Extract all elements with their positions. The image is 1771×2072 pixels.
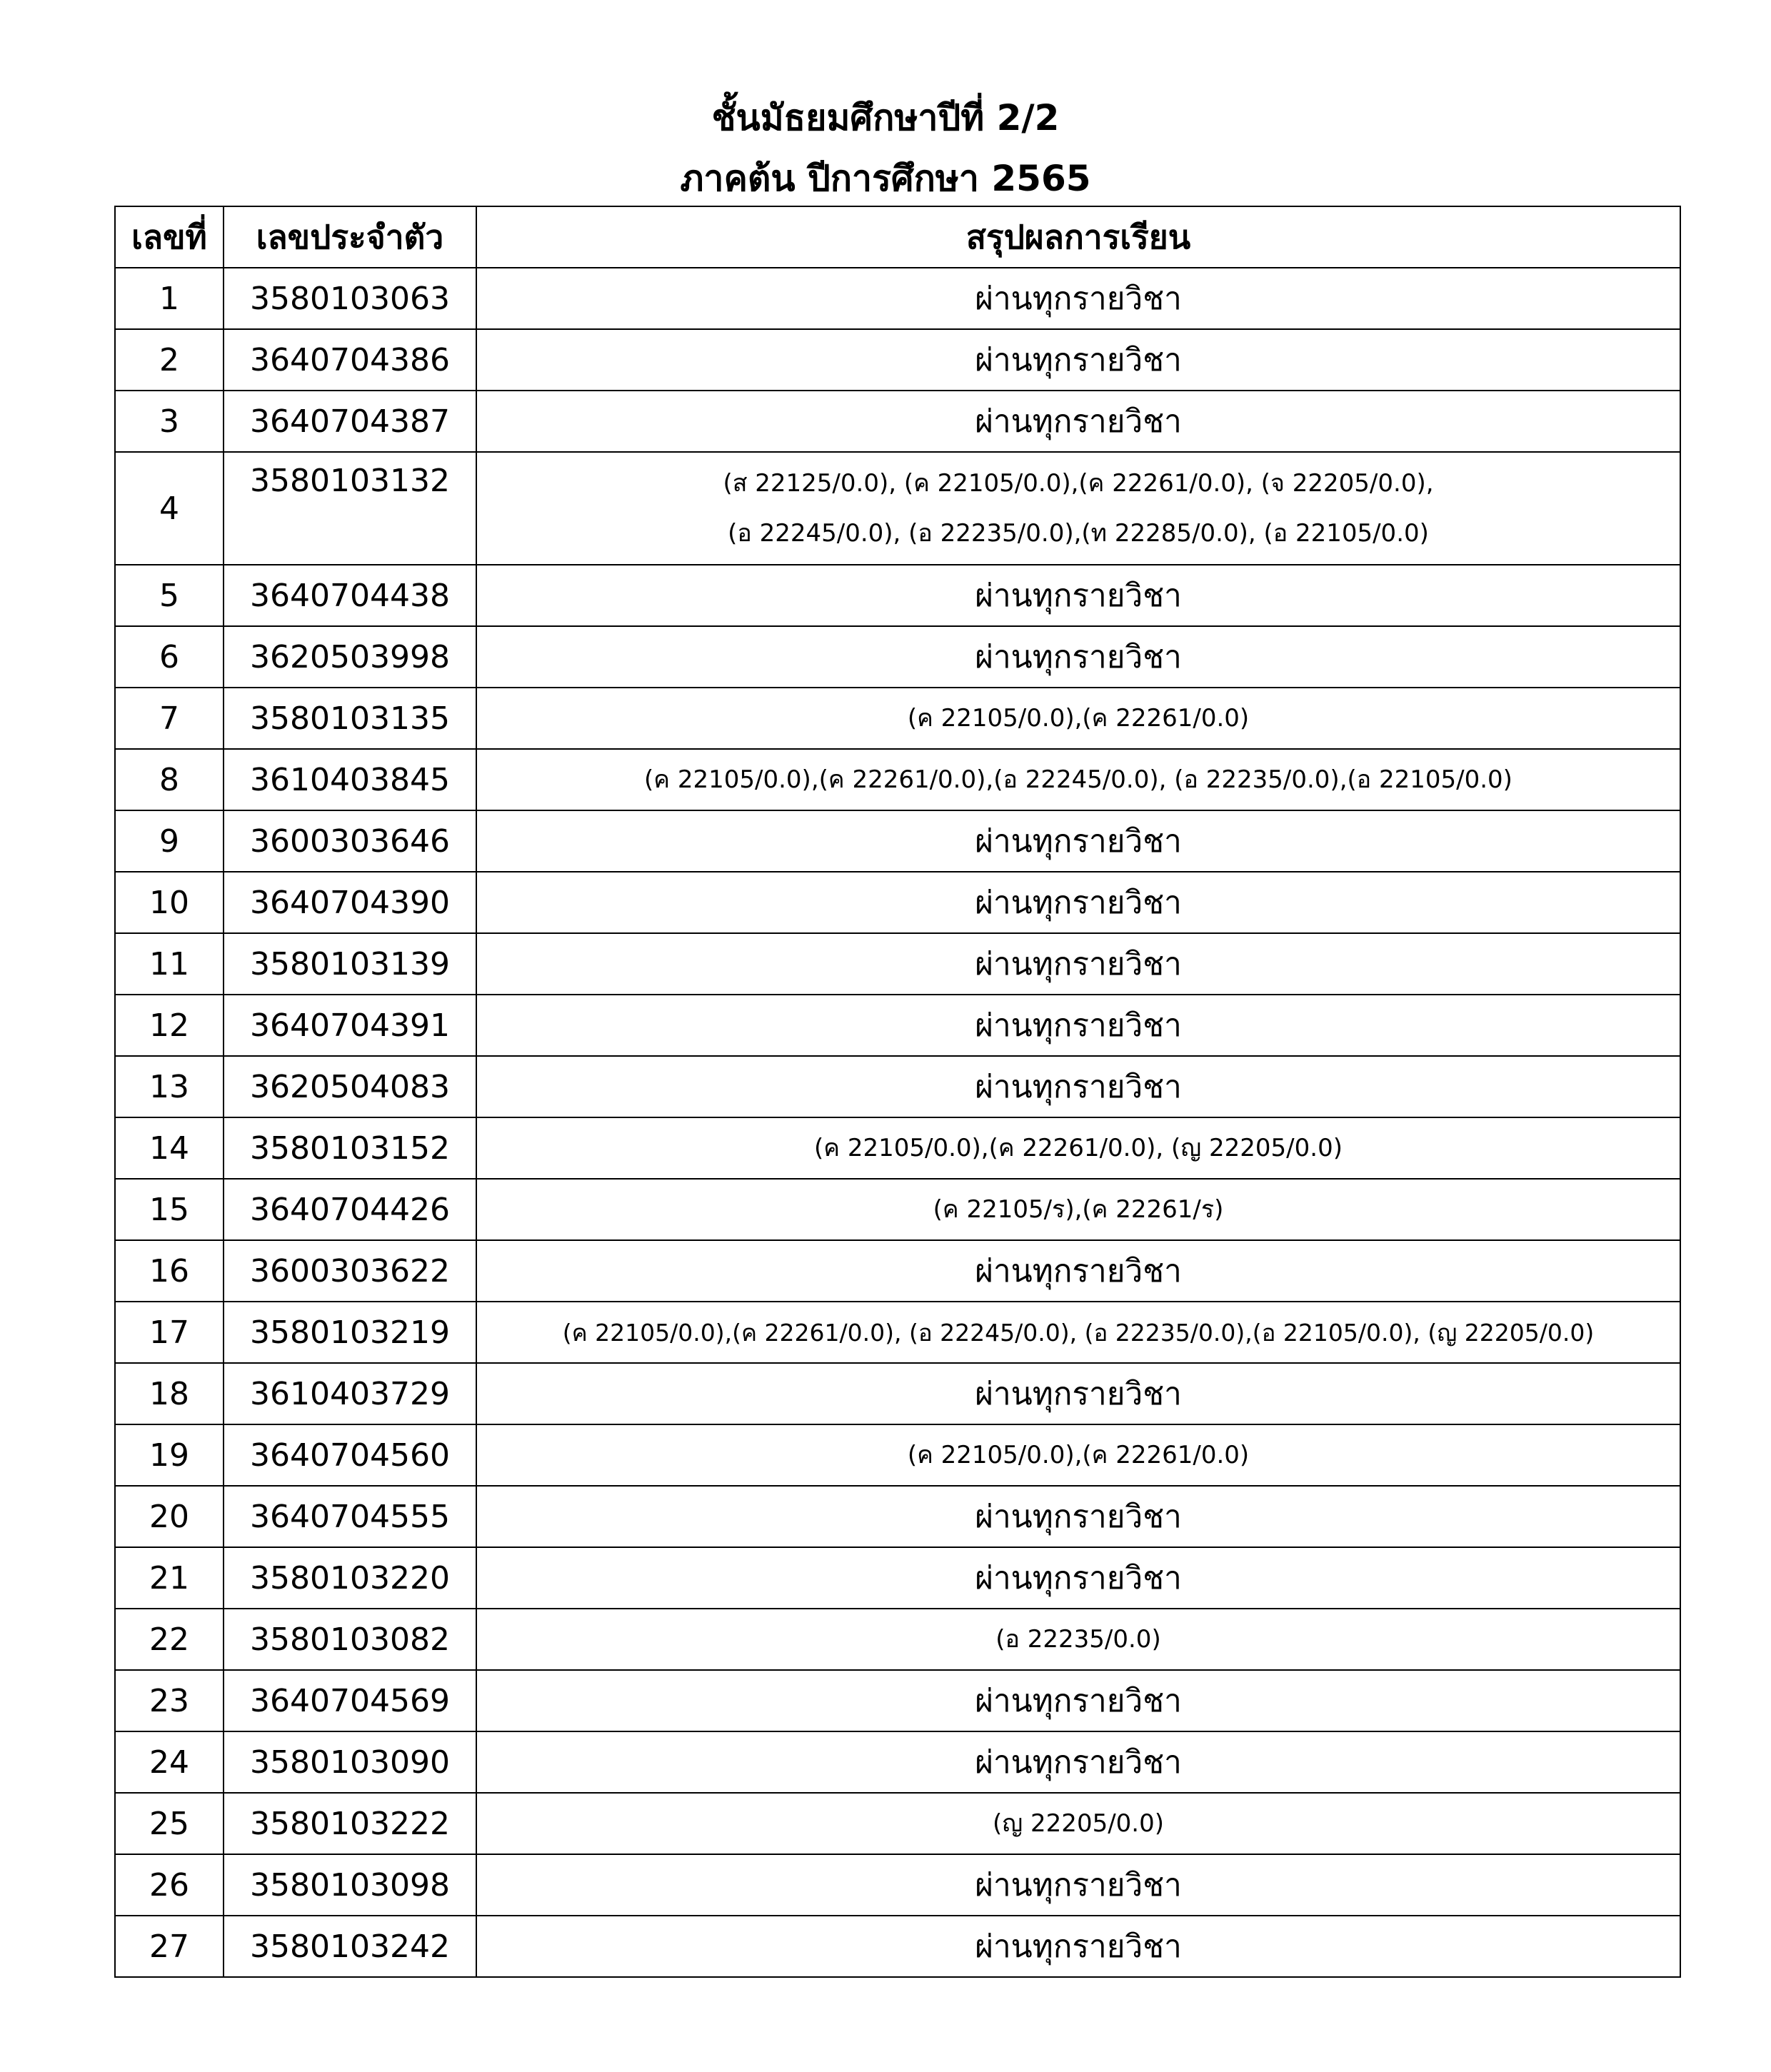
result-summary: ผ่านทุกรายวิชา [476, 1731, 1680, 1793]
row-number: 9 [115, 810, 224, 872]
result-summary: ผ่านทุกรายวิชา [476, 1854, 1680, 1916]
table-row [115, 1363, 1680, 1424]
row-number: 17 [115, 1302, 224, 1363]
row-number: 3 [115, 391, 224, 452]
row-number: 6 [115, 626, 224, 688]
header-number: เลขที่ [115, 206, 224, 268]
row-number: 23 [115, 1670, 224, 1731]
student-id: 3620504083 [224, 1056, 476, 1117]
student-id: 3610403845 [224, 749, 476, 810]
row-number: 10 [115, 872, 224, 933]
result-summary: (ค 22105/0.0),(ค 22261/0.0), (ญ 22205/0.0) [476, 1117, 1680, 1179]
row-number: 25 [115, 1793, 224, 1854]
student-id: 3620503998 [224, 626, 476, 688]
student-id: 3640704426 [224, 1179, 476, 1240]
row-number: 19 [115, 1424, 224, 1486]
table-row [115, 1117, 1680, 1179]
row-number: 13 [115, 1056, 224, 1117]
student-id: 3580103152 [224, 1117, 476, 1179]
table-row [115, 329, 1680, 391]
result-summary: ผ่านทุกรายวิชา [476, 1240, 1680, 1302]
student-id: 3580103090 [224, 1731, 476, 1793]
result-summary: ผ่านทุกรายวิชา [476, 626, 1680, 688]
row-number: 8 [115, 749, 224, 810]
table-row [115, 1609, 1680, 1670]
result-summary: ผ่านทุกรายวิชา [476, 1363, 1680, 1424]
table-row [115, 1793, 1680, 1854]
result-summary-line: (ส 22125/0.0), (ค 22105/0.0),(ค 22261/0.0), (จ 22205/0.0), [723, 469, 1434, 498]
result-summary: (ค 22105/0.0),(ค 22261/0.0) [476, 688, 1680, 749]
row-number: 27 [115, 1916, 224, 1977]
result-summary: ผ่านทุกรายวิชา [476, 329, 1680, 391]
result-summary: ผ่านทุกรายวิชา [476, 1486, 1680, 1547]
result-summary: ผ่านทุกรายวิชา [476, 872, 1680, 933]
student-id: 3580103082 [224, 1609, 476, 1670]
table-row [115, 391, 1680, 452]
row-number: 11 [115, 933, 224, 995]
student-id: 3580103242 [224, 1916, 476, 1977]
student-id: 3580103098 [224, 1854, 476, 1916]
result-summary: (ค 22105/0.0),(ค 22261/0.0) [476, 1424, 1680, 1486]
student-id: 3600303622 [224, 1240, 476, 1302]
result-summary: (ค 22105/ร),(ค 22261/ร) [476, 1179, 1680, 1240]
table-row [115, 452, 1680, 565]
student-id: 3580103220 [224, 1547, 476, 1609]
table-row [115, 1916, 1680, 1977]
table-row [115, 626, 1680, 688]
student-id: 3640704569 [224, 1670, 476, 1731]
result-summary: ผ่านทุกรายวิชา [476, 565, 1680, 626]
result-summary: ผ่านทุกรายวิชา [476, 995, 1680, 1056]
student-id: 3580103135 [224, 688, 476, 749]
table-row [115, 1486, 1680, 1547]
result-summary: (อ 22235/0.0) [476, 1609, 1680, 1670]
row-number: 14 [115, 1117, 224, 1179]
row-number: 2 [115, 329, 224, 391]
result-summary: ผ่านทุกรายวิชา [476, 1056, 1680, 1117]
student-id: 3580103219 [224, 1302, 476, 1363]
table-row [115, 1670, 1680, 1731]
student-id: 3640704386 [224, 329, 476, 391]
result-summary: (ค 22105/0.0),(ค 22261/0.0),(อ 22245/0.0), (อ 22235/0.0),(อ 22105/0.0) [476, 749, 1680, 810]
table-row [115, 933, 1680, 995]
table-row [115, 749, 1680, 810]
row-number: 16 [115, 1240, 224, 1302]
table-row [115, 565, 1680, 626]
page-subtitle: ภาคต้น ปีการศึกษา 2565 [680, 158, 1091, 199]
table-row [115, 1424, 1680, 1486]
header-student-id: เลขประจำตัว [224, 206, 476, 268]
result-summary: ผ่านทุกรายวิชา [476, 268, 1680, 329]
student-id: 3580103139 [224, 933, 476, 995]
row-number: 26 [115, 1854, 224, 1916]
student-id: 3640704390 [224, 872, 476, 933]
table-row [115, 1302, 1680, 1363]
student-id: 3640704555 [224, 1486, 476, 1547]
table-row [115, 1179, 1680, 1240]
page-title: ชั้นมัธยมศึกษาปีที่ 2/2 [711, 97, 1060, 139]
result-summary: ผ่านทุกรายวิชา [476, 1916, 1680, 1977]
table-row [115, 688, 1680, 749]
table-row [115, 1240, 1680, 1302]
result-summary: (ญ 22205/0.0) [476, 1793, 1680, 1854]
result-summary: ผ่านทุกรายวิชา [476, 810, 1680, 872]
student-id: 3640704387 [224, 391, 476, 452]
row-number: 22 [115, 1609, 224, 1670]
student-id: 3640704391 [224, 995, 476, 1056]
table-header-row [115, 206, 1680, 268]
student-id: 3640704560 [224, 1424, 476, 1486]
student-id: 3600303646 [224, 810, 476, 872]
student-id: 3580103222 [224, 1793, 476, 1854]
table-row [115, 268, 1680, 329]
result-summary: ผ่านทุกรายวิชา [476, 933, 1680, 995]
table-row [115, 810, 1680, 872]
row-number: 20 [115, 1486, 224, 1547]
student-id: 3640704438 [224, 565, 476, 626]
result-summary: ผ่านทุกรายวิชา [476, 1670, 1680, 1731]
student-id: 3580103063 [224, 268, 476, 329]
results-table [114, 206, 1681, 1978]
row-number: 24 [115, 1731, 224, 1793]
row-number: 21 [115, 1547, 224, 1609]
table-row [115, 1056, 1680, 1117]
table-row [115, 995, 1680, 1056]
student-id: 3580103132 [224, 452, 476, 565]
header-summary: สรุปผลการเรียน [476, 206, 1680, 268]
result-summary: (ค 22105/0.0),(ค 22261/0.0), (อ 22245/0.0), (อ 22235/0.0),(อ 22105/0.0), (ญ 22205/0.0) [476, 1302, 1680, 1363]
table-row [115, 872, 1680, 933]
result-summary: ผ่านทุกรายวิชา [476, 391, 1680, 452]
row-number: 15 [115, 1179, 224, 1240]
row-number: 5 [115, 565, 224, 626]
result-summary-line: (อ 22245/0.0), (อ 22235/0.0),(ท 22285/0.0), (อ 22105/0.0) [728, 519, 1429, 548]
table-row [115, 1547, 1680, 1609]
table-row [115, 1731, 1680, 1793]
row-number: 12 [115, 995, 224, 1056]
row-number: 7 [115, 688, 224, 749]
student-id: 3610403729 [224, 1363, 476, 1424]
result-summary [476, 452, 1680, 565]
result-summary: ผ่านทุกรายวิชา [476, 1547, 1680, 1609]
row-number: 4 [115, 452, 224, 565]
row-number: 1 [115, 268, 224, 329]
row-number: 18 [115, 1363, 224, 1424]
table-row [115, 1854, 1680, 1916]
